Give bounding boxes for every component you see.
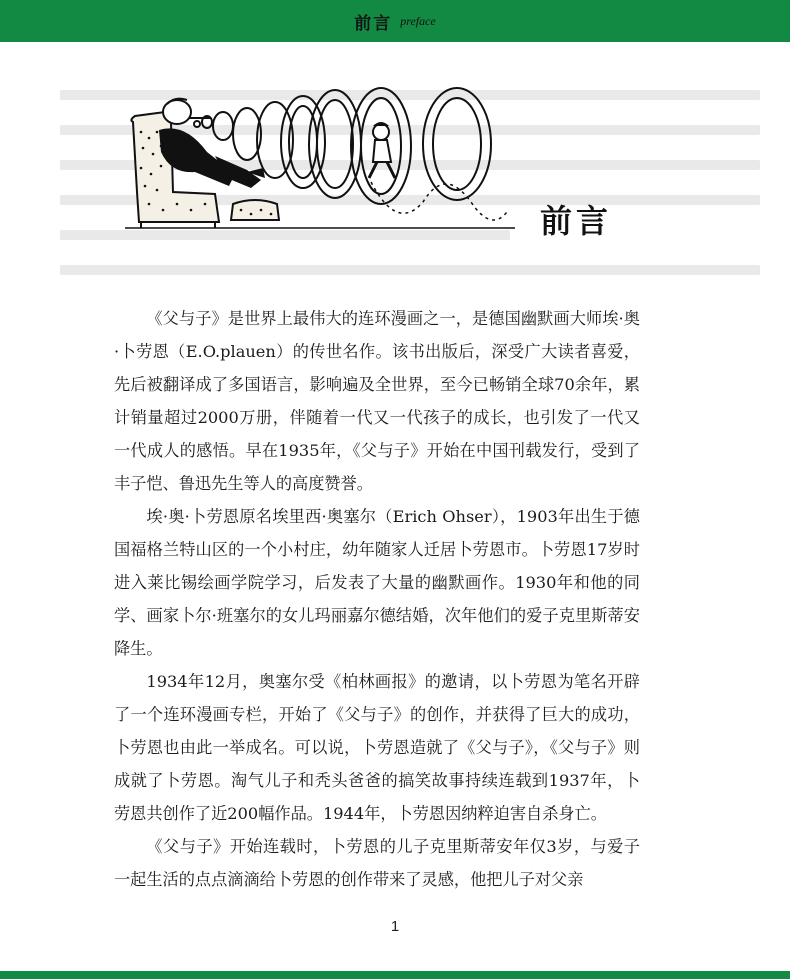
paragraph-4: 《父与子》开始连载时，卜劳恩的儿子克里斯蒂安年仅3岁，与爱子一起生活的点点滴滴给卜劳恩的创作带来了灵感，他把儿子对父亲	[114, 837, 640, 889]
dream-bubbles-icon	[194, 88, 491, 204]
header-title-cn: 前言	[354, 13, 393, 34]
header-bar	[0, 0, 790, 42]
paragraph-3: 1934年12月，奥塞尔受《柏林画报》的邀请，以卜劳恩为笔名开辟了一个连环漫画专栏，开始了《父与子》的创作，并获得了巨大的成功，卜劳恩也由此一举成名。可以说，卜劳恩造就了《父与子》，《父与子》则成就了卜劳恩。淘气儿子和秃头爸爸的搞笑故事持续连载到1937年，卜劳恩共创作了近200幅作品。1944年，卜劳恩因纳粹迫害自杀身亡。	[114, 672, 640, 823]
paragraph-1: 《父与子》是世界上最伟大的连环漫画之一，是德国幽默画大师埃·奥·卜劳恩（E.O.plauen）的传世名作。该书出版后，深受广大读者喜爱，先后被翻译成了多国语言，影响遍及全世界，至今已畅销全球70余年，累计销量超过2000万册，伴随着一代又一代孩子的成长，也引发了一代又一代成人的感悟。早在1935年，《父与子》开始在中国刊载发行，受到了丰子恺、鲁迅先生等人的高度赞誉。	[114, 309, 640, 493]
boy-figure-icon	[369, 122, 395, 178]
father-son-dream-cartoon-icon	[115, 82, 535, 242]
preface-body	[114, 302, 640, 896]
father-figure-icon	[159, 99, 265, 188]
page-number: 1	[390, 918, 400, 935]
header-title-en: preface	[400, 13, 436, 28]
page-heading: 前言	[540, 202, 613, 240]
footer-bar	[0, 971, 790, 979]
footstool-icon	[231, 200, 279, 220]
paragraph-2: 埃·奥·卜劳恩原名埃里西·奥塞尔（Erich Ohser），1903年出生于德国福格兰特山区的一个小村庄，幼年随家人迁居卜劳恩市。卜劳恩17岁时进入莱比锡绘画学院学习，后发表了大量的幽默画作。1930年和他的同学、画家卜尔·班塞尔的女儿玛丽嘉尔德结婚，次年他们的爱子克里斯蒂安降生。	[114, 507, 640, 658]
